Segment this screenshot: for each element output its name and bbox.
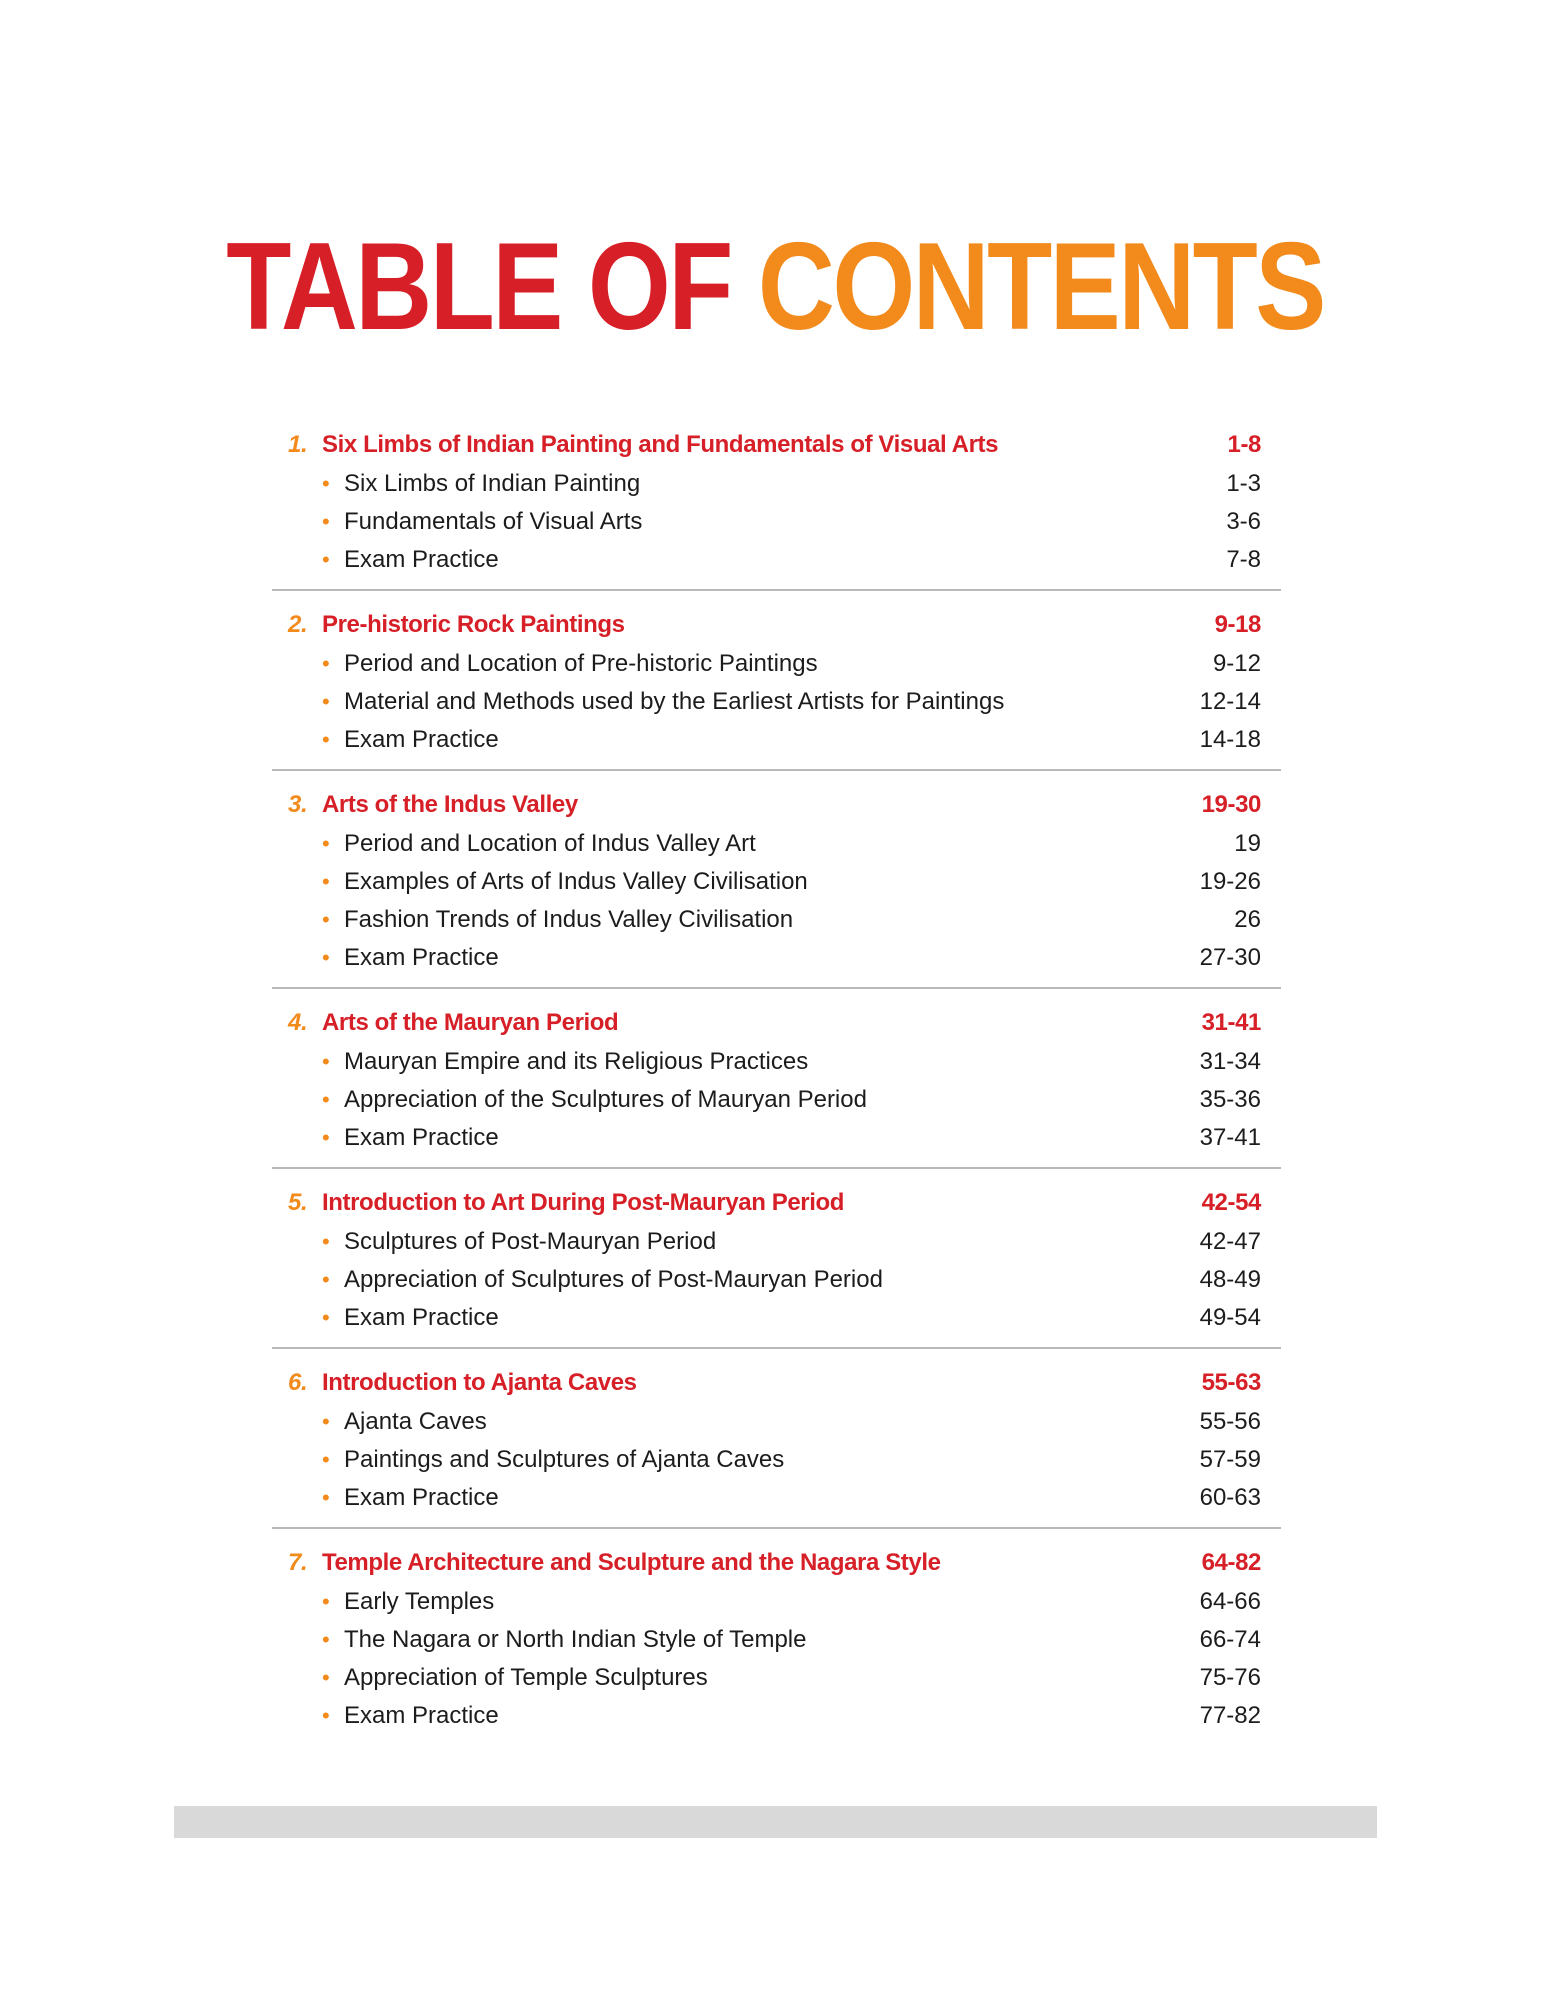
toc-item[interactable] [272,1621,1281,1659]
chapter-section [272,785,1281,989]
toc-item-title: Fashion Trends of Indus Valley Civilisation [344,906,794,933]
toc-item-pages: 19 [1234,830,1261,857]
toc-item-title: Appreciation of Temple Sculptures [344,1664,708,1691]
title-part-contents: CONTENTS [757,218,1324,356]
toc-item[interactable] [272,721,1281,759]
chapter-title: Introduction to Art During Post-Mauryan Period [322,1189,845,1216]
bullet-icon: • [322,651,330,676]
chapter-heading[interactable] [272,1363,1281,1403]
bullet-icon: • [322,1305,330,1330]
toc-item-title: Six Limbs of Indian Painting [344,470,641,497]
toc-item[interactable] [272,1043,1281,1081]
bullet-icon: • [322,1665,330,1690]
toc-item[interactable] [272,1081,1281,1119]
toc-item-pages: 3-6 [1226,508,1261,535]
toc-item-pages: 7-8 [1226,546,1261,573]
chapter-number: 3. [288,791,308,818]
bullet-icon: • [322,869,330,894]
toc-item-pages: 64-66 [1199,1588,1261,1615]
chapter-title: Introduction to Ajanta Caves [322,1369,637,1396]
toc-item[interactable] [272,1261,1281,1299]
toc-item-title: Period and Location of Pre-historic Paintings [344,650,818,677]
toc-item-pages: 77-82 [1199,1702,1261,1729]
toc-item-title: The Nagara or North Indian Style of Temple [344,1626,807,1653]
chapter-page-range: 31-41 [1201,1009,1261,1036]
chapter-title: Six Limbs of Indian Painting and Fundamentals of Visual Arts [322,431,999,458]
chapter-page-range: 1-8 [1227,431,1261,458]
toc-item-title: Sculptures of Post-Mauryan Period [344,1228,717,1255]
toc-item-title: Exam Practice [344,1484,499,1511]
toc-item-title: Exam Practice [344,546,499,573]
bullet-icon: • [322,1485,330,1510]
bullet-icon: • [322,547,330,572]
toc-item-pages: 57-59 [1199,1446,1261,1473]
chapter-section [272,1003,1281,1169]
toc-item-title: Paintings and Sculptures of Ajanta Caves [344,1446,785,1473]
toc-item-pages: 14-18 [1199,726,1261,753]
chapter-heading[interactable] [272,425,1281,465]
title-part-table-of: TABLE OF [226,218,731,356]
toc-item-title: Exam Practice [344,1124,499,1151]
toc-item-title: Exam Practice [344,944,499,971]
toc-item-title: Appreciation of Sculptures of Post-Mauryan Period [344,1266,883,1293]
bullet-icon: • [322,831,330,856]
toc-item[interactable] [272,1119,1281,1157]
toc-item-pages: 19-26 [1199,868,1261,895]
chapter-heading[interactable] [272,1543,1281,1583]
toc-item-title: Exam Practice [344,1702,499,1729]
toc-item-title: Exam Practice [344,726,499,753]
bullet-icon: • [322,689,330,714]
chapter-number: 5. [288,1189,308,1216]
toc-item-pages: 27-30 [1199,944,1261,971]
chapter-number: 1. [288,431,308,458]
chapter-number: 6. [288,1369,308,1396]
toc-item[interactable] [272,683,1281,721]
toc-item[interactable] [272,465,1281,503]
bullet-icon: • [322,1267,330,1292]
toc-item-pages: 37-41 [1199,1124,1261,1151]
chapter-heading[interactable] [272,1003,1281,1043]
chapter-title: Pre-historic Rock Paintings [322,611,625,638]
toc-item-pages: 66-74 [1199,1626,1261,1653]
toc-item-pages: 49-54 [1199,1304,1261,1331]
chapter-page-range: 9-18 [1214,611,1261,638]
bullet-icon: • [322,727,330,752]
toc-item[interactable] [272,1583,1281,1621]
toc-item-pages: 55-56 [1199,1408,1261,1435]
chapter-title: Temple Architecture and Sculpture and the Nagara Style [322,1549,941,1576]
toc-item-pages: 42-47 [1199,1228,1261,1255]
chapter-heading[interactable] [272,785,1281,825]
chapter-page-range: 42-54 [1201,1189,1261,1216]
toc-item[interactable] [272,1697,1281,1735]
toc-item-title: Ajanta Caves [344,1408,487,1435]
chapter-heading[interactable] [272,605,1281,645]
chapter-page-range: 19-30 [1201,791,1261,818]
toc-item[interactable] [272,1441,1281,1479]
toc-item-title: Examples of Arts of Indus Valley Civilisation [344,868,808,895]
bullet-icon: • [322,1447,330,1472]
bullet-icon: • [322,1627,330,1652]
toc-item[interactable] [272,1223,1281,1261]
toc-item-pages: 1-3 [1226,470,1261,497]
chapter-section [272,1543,1281,1745]
chapter-title: Arts of the Indus Valley [322,791,578,818]
toc-item-title: Early Temples [344,1588,495,1615]
toc-item-pages: 35-36 [1199,1086,1261,1113]
toc-item[interactable] [272,863,1281,901]
bullet-icon: • [322,471,330,496]
toc-item-pages: 60-63 [1199,1484,1261,1511]
footer-bar [174,1806,1377,1838]
toc-item-pages: 26 [1234,906,1261,933]
toc-item[interactable] [272,901,1281,939]
table-of-contents [272,425,1281,1759]
toc-item-title: Material and Methods used by the Earliest Artists for Paintings [344,688,1005,715]
chapter-number: 4. [288,1009,308,1036]
chapter-section [272,1363,1281,1529]
chapter-page-range: 55-63 [1201,1369,1261,1396]
bullet-icon: • [322,509,330,534]
toc-item-title: Exam Practice [344,1304,499,1331]
toc-item[interactable] [272,645,1281,683]
toc-item[interactable] [272,541,1281,579]
page-title [109,218,1442,356]
toc-item[interactable] [272,825,1281,863]
bullet-icon: • [322,1125,330,1150]
toc-item-title: Period and Location of Indus Valley Art [344,830,756,857]
toc-item-pages: 75-76 [1199,1664,1261,1691]
toc-item[interactable] [272,1299,1281,1337]
toc-item-title: Fundamentals of Visual Arts [344,508,643,535]
toc-item-title: Appreciation of the Sculptures of Mauryan Period [344,1086,867,1113]
chapter-number: 7. [288,1549,308,1576]
chapter-section [272,425,1281,591]
bullet-icon: • [322,1049,330,1074]
toc-item-pages: 9-12 [1212,650,1261,677]
chapter-section [272,605,1281,771]
bullet-icon: • [322,1409,330,1434]
toc-item-pages: 31-34 [1199,1048,1261,1075]
toc-item[interactable] [272,1479,1281,1517]
toc-item-pages: 12-14 [1199,688,1261,715]
bullet-icon: • [322,907,330,932]
bullet-icon: • [322,1589,330,1614]
bullet-icon: • [322,1229,330,1254]
bullet-icon: • [322,1703,330,1728]
toc-item-pages: 48-49 [1199,1266,1261,1293]
bullet-icon: • [322,1087,330,1112]
chapter-number: 2. [288,611,308,638]
chapter-page-range: 64-82 [1201,1549,1261,1576]
chapter-section [272,1183,1281,1349]
toc-item-title: Mauryan Empire and its Religious Practices [344,1048,809,1075]
toc-item[interactable] [272,1403,1281,1441]
toc-item[interactable] [272,1659,1281,1697]
chapter-title: Arts of the Mauryan Period [322,1009,619,1036]
chapter-heading[interactable] [272,1183,1281,1223]
toc-item[interactable] [272,503,1281,541]
toc-item[interactable] [272,939,1281,977]
bullet-icon: • [322,945,330,970]
